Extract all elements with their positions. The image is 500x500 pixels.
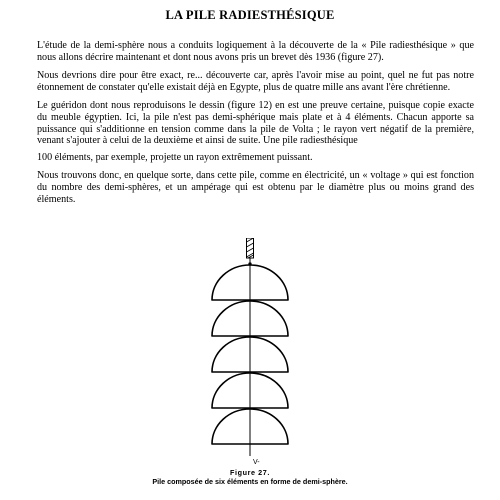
paragraph-5: Nous trouvons donc, en quelque sorte, dans cette pile, comme en électricité, un « voltage » qui est fonction du nombre des demi-sphères, et un ampérage qui est obtenu par le diamètre plus ou moins grand des éléments.: [37, 170, 474, 205]
paragraph-2: Nous devrions dire pour être exact, re... découverte car, après l'avoir mise au point, quel ne fut pas notre étonnement de constater qu'elle existait déjà en Egypte, plus de quatre mille ans avant l'ère chrétienne.: [37, 70, 474, 93]
figure-caption: Pile composée de six éléments en forme de demi-sphère.: [152, 477, 348, 486]
paragraph-1: L'étude de la demi-sphère nous a conduits logiquement à la découverte de la « Pile radiesthésique » que nous allons décrire maintenant et dont nous avons pris un brevet dès 1936 (figure 27).: [37, 40, 474, 63]
paragraph-4: 100 éléments, par exemple, projette un rayon extrêmement puissant.: [37, 151, 313, 163]
hemisphere-stack-drawing: [200, 238, 300, 468]
hemisphere-stack-figure: [200, 238, 300, 468]
paragraph-3: Le guéridon dont nous reproduisons le dessin (figure 12) en est une preuve certaine, puisque copie exacte du meuble égyptien. Ici, la pile n'est pas demi-sphérique mais plate et à 4 éléments. Chacun apporte sa puissance qui s'additionne en tension comme dans la pile de Volta ; le rayon vert négatif de la première, venant s'ajouter à celui de la deuxième et ainsi de suite. Une pile radiesthésique: [37, 100, 474, 147]
article-body: [37, 40, 474, 212]
page-title: LA PILE RADIESTHÉSIQUE: [165, 8, 335, 22]
figure-label: Figure 27.: [230, 468, 270, 477]
figure-caption-block: [0, 468, 500, 486]
axis-label: V-: [253, 459, 260, 466]
